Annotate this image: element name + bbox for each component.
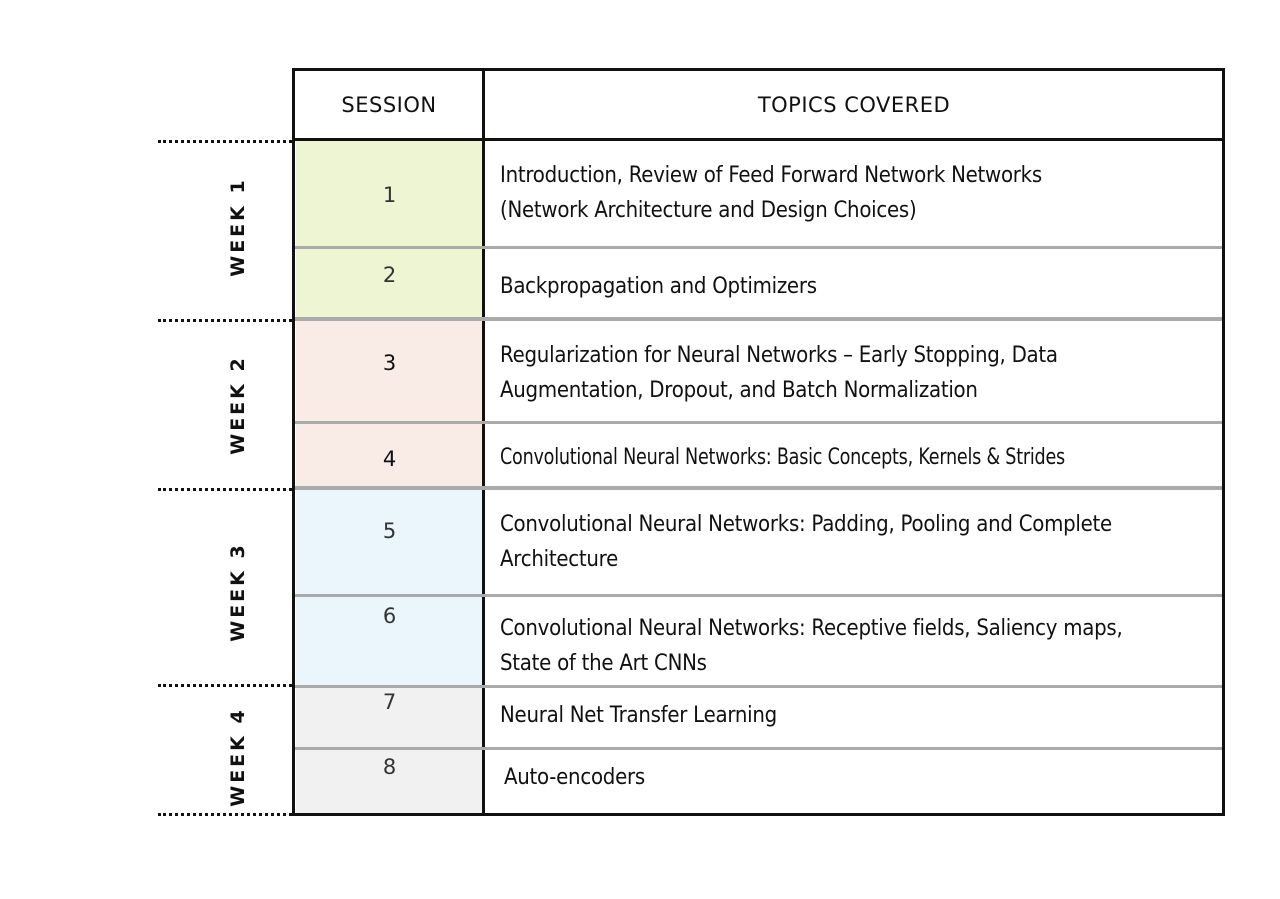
session-number: 2 [382, 263, 397, 287]
week-separator [158, 488, 292, 491]
week-2-label: WEEK 2 [227, 355, 249, 455]
topic-text [500, 611, 1122, 681]
topic-line: Introduction, Review of Feed Forward Network Networks [500, 163, 1042, 188]
header-divider [292, 138, 1225, 141]
header-topics-covered: TOPICS COVERED [757, 93, 951, 117]
week-4-label: WEEK 4 [227, 707, 249, 807]
topic-text [500, 158, 1042, 228]
row-divider [295, 246, 1222, 249]
topic-line: Convolutional Neural Networks: Basic Concepts, Kernels & Strides [500, 445, 1065, 470]
row-divider [295, 421, 1222, 424]
topic-line: (Network Architecture and Design Choices) [500, 198, 917, 223]
topic-line: Architecture [500, 547, 618, 572]
week-1-label: WEEK 1 [227, 177, 249, 277]
week-separator [158, 140, 292, 143]
session-number: 1 [382, 183, 397, 207]
session-number: 7 [382, 690, 397, 714]
row-divider [295, 594, 1222, 597]
topic-text [500, 269, 817, 304]
topic-line: Neural Net Transfer Learning [500, 703, 777, 728]
topic-line: Regularization for Neural Networks – Early Stopping, Data [500, 343, 1058, 368]
row-divider [295, 685, 1222, 688]
session-number: 4 [382, 447, 397, 471]
topic-text [500, 440, 1065, 475]
topic-text [500, 338, 1058, 408]
topic-line: Backpropagation and Optimizers [500, 274, 817, 299]
week-3-label: WEEK 3 [227, 542, 249, 642]
topic-line: State of the Art CNNs [500, 651, 707, 676]
topic-line: Convolutional Neural Networks: Receptive fields, Saliency maps, [500, 616, 1123, 641]
topic-line: Auto-encoders [504, 765, 645, 790]
topic-line: Augmentation, Dropout, and Batch Normalization [500, 378, 978, 403]
session-number: 3 [382, 351, 397, 375]
topic-text [500, 507, 1112, 577]
topic-text [504, 760, 645, 795]
topic-text [500, 698, 777, 733]
topic-line: Convolutional Neural Networks: Padding, Pooling and Complete [500, 512, 1112, 537]
session-number: 5 [382, 519, 397, 543]
session-number: 8 [382, 755, 397, 779]
session-number: 6 [382, 604, 397, 628]
row-divider [295, 317, 1222, 321]
row-divider [295, 486, 1222, 490]
header-session: SESSION [341, 93, 437, 117]
row-divider [295, 747, 1222, 750]
week-separator [158, 319, 292, 322]
